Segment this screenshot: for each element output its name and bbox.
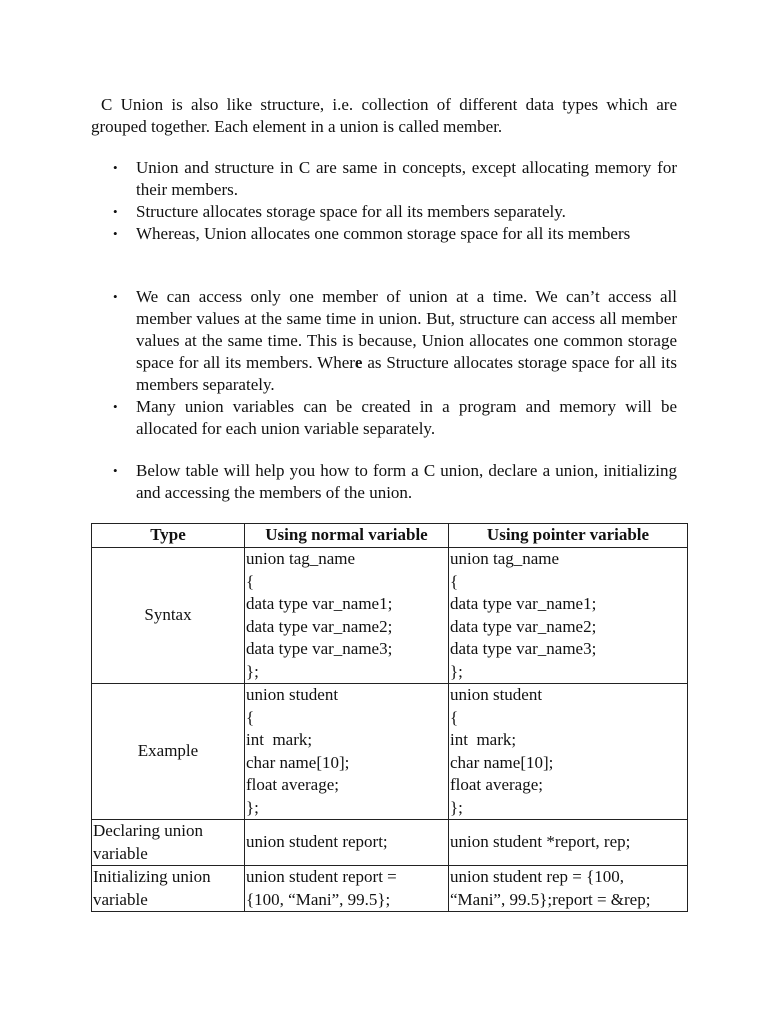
pointer-variable-cell: union student { int mark; char name[10]; float average; }; xyxy=(449,684,688,820)
normal-variable-cell: union student report; xyxy=(245,820,449,866)
list-item: • Structure allocates storage space for all its members separately. xyxy=(113,202,566,221)
table-row-declaring xyxy=(92,820,688,866)
bullet-list-3 xyxy=(91,460,677,504)
header-pointer-variable: Using pointer variable xyxy=(449,524,688,548)
row-type: Syntax xyxy=(92,548,245,684)
header-type: Type xyxy=(92,524,245,548)
intro-paragraph: C Union is also like structure, i.e. collection of different data types which are grouped together. Each element in a union is called member. xyxy=(91,95,677,136)
list-item: • Whereas, Union allocates one common storage space for all its members xyxy=(113,224,631,243)
pointer-variable-cell: union student *report, rep; xyxy=(449,820,688,866)
list-item: • We can access only one member of union at a time. We can’t access all member values at the same time in union. But, structure can access all member values at the same time. This is because, Union allocates one common storage space for all its members. Where as Structure allocates storage space for all its members separately. xyxy=(113,287,677,394)
union-table xyxy=(91,523,688,912)
bold-letter: e xyxy=(354,353,363,372)
row-type: Example xyxy=(92,684,245,820)
bullet-list-1 xyxy=(91,157,677,245)
normal-variable-cell: union tag_name { data type var_name1; data type var_name2; data type var_name3; }; xyxy=(245,548,449,684)
bullet-icon: • xyxy=(113,204,118,219)
list-item: • Union and structure in C are same in concepts, except allocating memory for their members. xyxy=(113,158,677,199)
bullet-icon: • xyxy=(113,160,118,175)
table-header-row xyxy=(92,524,688,548)
bullet-list-2 xyxy=(91,286,677,440)
pointer-variable-cell: union student rep = {100, “Mani”, 99.5};report = &rep; xyxy=(449,866,688,912)
list-item: • Below table will help you how to form a C union, declare a union, initializing and accessing the members of the union. xyxy=(113,461,677,502)
table-row-syntax xyxy=(92,548,688,684)
table-row-initializing xyxy=(92,866,688,912)
list-item: • Many union variables can be created in a program and memory will be allocated for each union variable separately. xyxy=(113,397,677,438)
bullet-icon: • xyxy=(113,463,118,478)
normal-variable-cell: union student { int mark; char name[10]; float average; }; xyxy=(245,684,449,820)
row-type: Declaring union variable xyxy=(92,820,245,866)
bullet-icon: • xyxy=(113,226,118,241)
table-row-example xyxy=(92,684,688,820)
bullet-icon: • xyxy=(113,399,118,414)
normal-variable-cell: union student report = {100, “Mani”, 99.5}; xyxy=(245,866,449,912)
bullet-icon: • xyxy=(113,289,118,304)
header-normal-variable: Using normal variable xyxy=(245,524,449,548)
pointer-variable-cell: union tag_name { data type var_name1; data type var_name2; data type var_name3; }; xyxy=(449,548,688,684)
row-type: Initializing union variable xyxy=(92,866,245,912)
